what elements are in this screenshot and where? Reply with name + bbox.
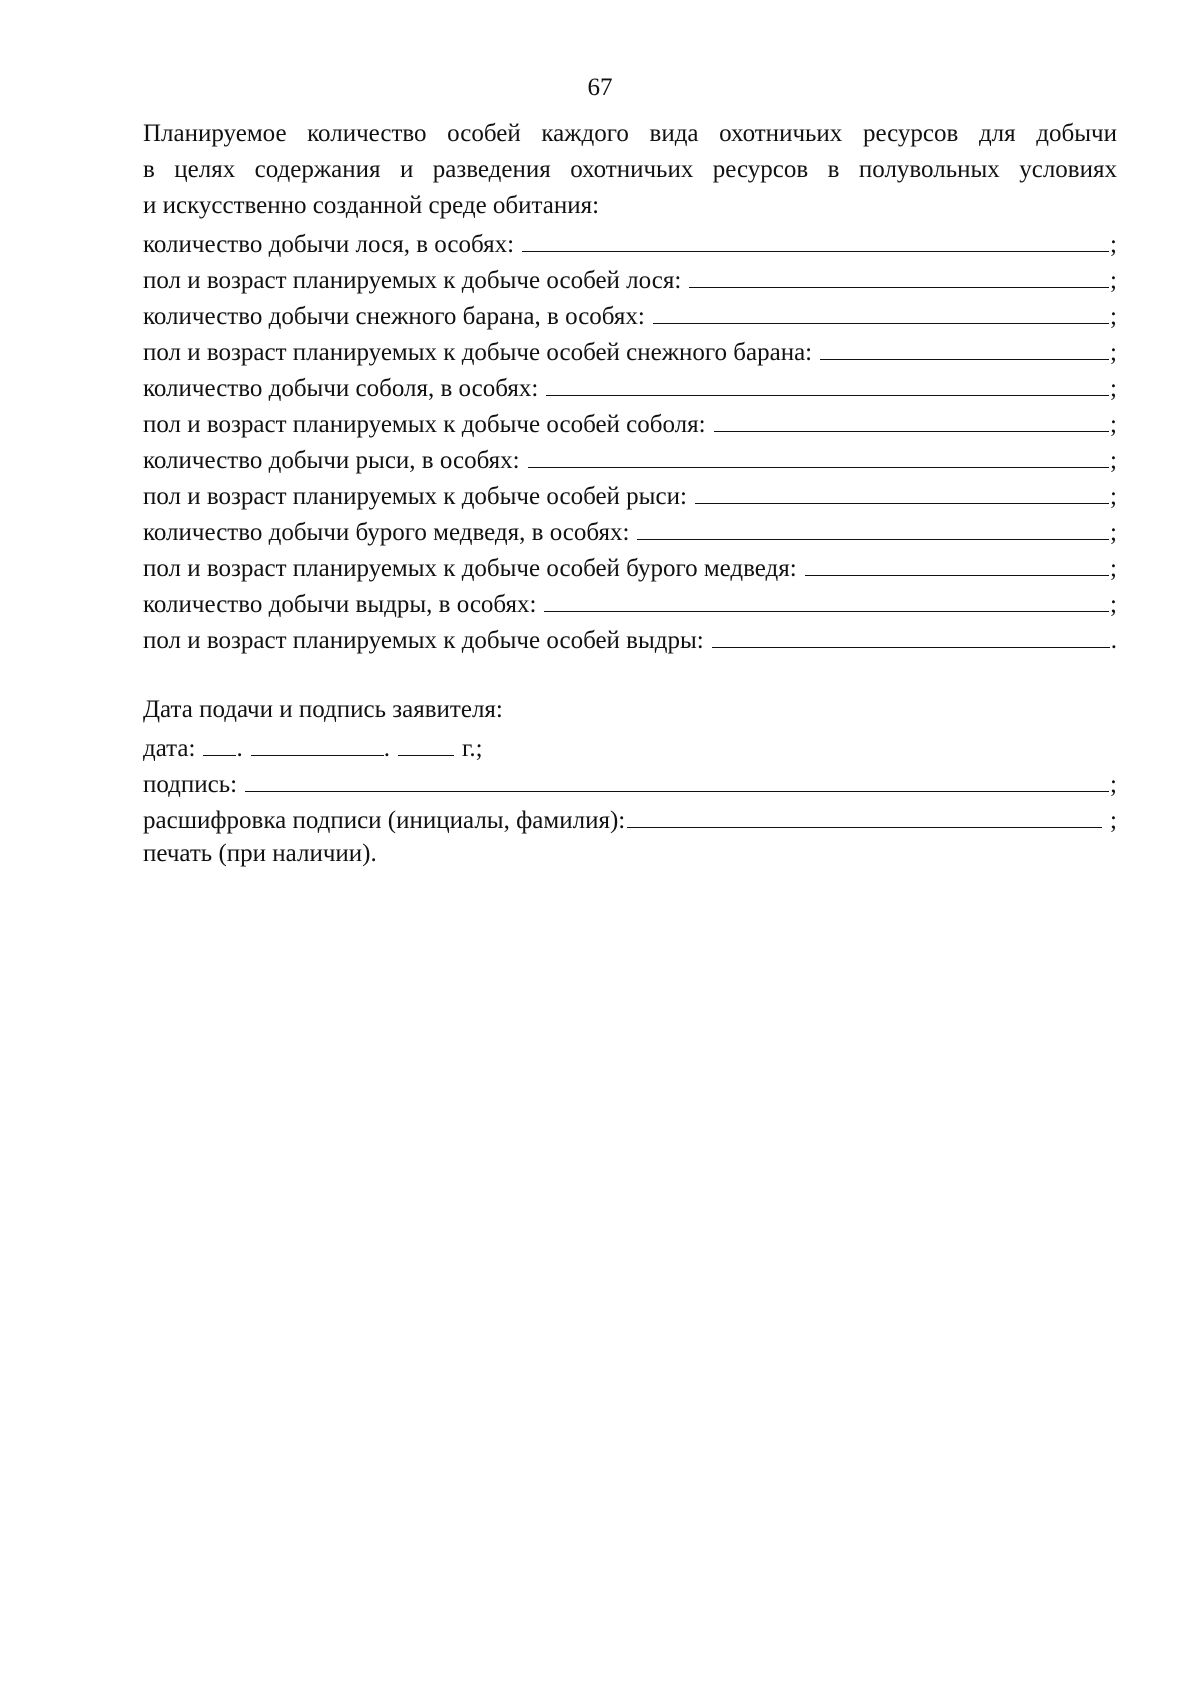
intro-line-3: и искусственно созданной среде обитания: xyxy=(143,192,600,219)
signature-heading: Дата подачи и подпись заявителя: xyxy=(143,696,503,723)
field-label: пол и возраст планируемых к добыче особей снежного барана: xyxy=(143,339,813,366)
blank-line-field[interactable] xyxy=(689,260,1109,288)
field-end-mark: ; xyxy=(1110,555,1117,582)
date-separator: . xyxy=(236,735,243,762)
intro-line-2: в целях содержания и разведения охотничьих ресурсов в полувольных условиях xyxy=(143,156,1117,183)
field-label: пол и возраст планируемых к добыче особей лося: xyxy=(143,267,682,294)
field-end-mark: ; xyxy=(1110,267,1117,294)
field-label: количество добычи рыси, в особях: xyxy=(143,447,520,474)
field-label: пол и возраст планируемых к добыче особей выдры: xyxy=(143,627,704,654)
field-label: пол и возраст планируемых к добыче особей соболя: xyxy=(143,411,706,438)
page-number: 67 xyxy=(587,74,613,101)
field-end-mark: ; xyxy=(1110,483,1117,510)
blank-line-field[interactable] xyxy=(714,404,1109,432)
field-snow-sheep-count xyxy=(143,296,1117,332)
signature-row xyxy=(143,764,1117,800)
field-label: пол и возраст планируемых к добыче особей бурого медведя: xyxy=(143,555,797,582)
date-row xyxy=(143,728,1117,764)
blank-line-field[interactable] xyxy=(637,512,1109,540)
blank-line-field[interactable] xyxy=(546,368,1109,396)
field-end-mark: ; xyxy=(1110,519,1117,546)
signature-decode-label: расшифровка подписи (инициалы, фамилия): xyxy=(143,807,626,834)
field-moose-sex-age xyxy=(143,260,1117,296)
signature-decode-row xyxy=(143,800,1117,836)
field-end-mark: ; xyxy=(1110,591,1117,618)
field-otter-count xyxy=(143,584,1117,620)
field-brown-bear-count xyxy=(143,512,1117,548)
date-separator: . xyxy=(383,735,390,762)
blank-line-field[interactable] xyxy=(522,224,1109,252)
field-label: пол и возраст планируемых к добыче особей рыси: xyxy=(143,483,687,510)
field-end-mark: . xyxy=(1110,627,1117,654)
application-form-body xyxy=(143,116,1117,872)
field-label: количество добычи снежного барана, в особях: xyxy=(143,303,645,330)
field-end-mark: ; xyxy=(1110,411,1117,438)
field-end-mark: ; xyxy=(1110,771,1117,798)
intro-line-1: Планируемое количество особей каждого вида охотничьих ресурсов для добычи xyxy=(143,120,1117,147)
signature-decode-blank[interactable] xyxy=(627,800,1102,828)
field-end-mark: ; xyxy=(1110,807,1117,834)
blank-line-field[interactable] xyxy=(820,332,1109,360)
signature-label: подпись: xyxy=(143,771,238,798)
field-end-mark: ; xyxy=(1110,231,1117,258)
field-end-mark: ; xyxy=(1110,447,1117,474)
blank-line-field[interactable] xyxy=(653,296,1109,324)
field-snow-sheep-sex-age xyxy=(143,332,1117,368)
field-end-mark: ; xyxy=(1110,375,1117,402)
field-sable-sex-age xyxy=(143,404,1117,440)
section-spacer xyxy=(143,656,1117,692)
field-lynx-sex-age xyxy=(143,476,1117,512)
date-day-blank[interactable] xyxy=(203,728,236,756)
date-year-blank[interactable] xyxy=(398,728,454,756)
field-label: количество добычи соболя, в особях: xyxy=(143,375,539,402)
blank-line-field[interactable] xyxy=(805,548,1109,576)
date-label: дата: xyxy=(143,735,196,762)
field-label: количество добычи лося, в особях: xyxy=(143,231,515,258)
stamp-line: печать (при наличии). xyxy=(143,840,377,867)
field-sable-count xyxy=(143,368,1117,404)
field-end-mark: ; xyxy=(1110,339,1117,366)
blank-line-field[interactable] xyxy=(528,440,1109,468)
date-year-suffix: г.; xyxy=(461,735,483,762)
blank-line-field[interactable] xyxy=(544,584,1109,612)
field-label: количество добычи бурого медведя, в особях: xyxy=(143,519,630,546)
field-brown-bear-sex-age xyxy=(143,548,1117,584)
field-lynx-count xyxy=(143,440,1117,476)
field-end-mark: ; xyxy=(1110,303,1117,330)
blank-line-field[interactable] xyxy=(695,476,1109,504)
blank-line-field[interactable] xyxy=(712,620,1110,648)
field-label: количество добычи выдры, в особях: xyxy=(143,591,537,618)
date-month-blank[interactable] xyxy=(251,728,384,756)
field-moose-count xyxy=(143,224,1117,260)
field-otter-sex-age xyxy=(143,620,1117,656)
signature-blank[interactable] xyxy=(245,764,1109,792)
